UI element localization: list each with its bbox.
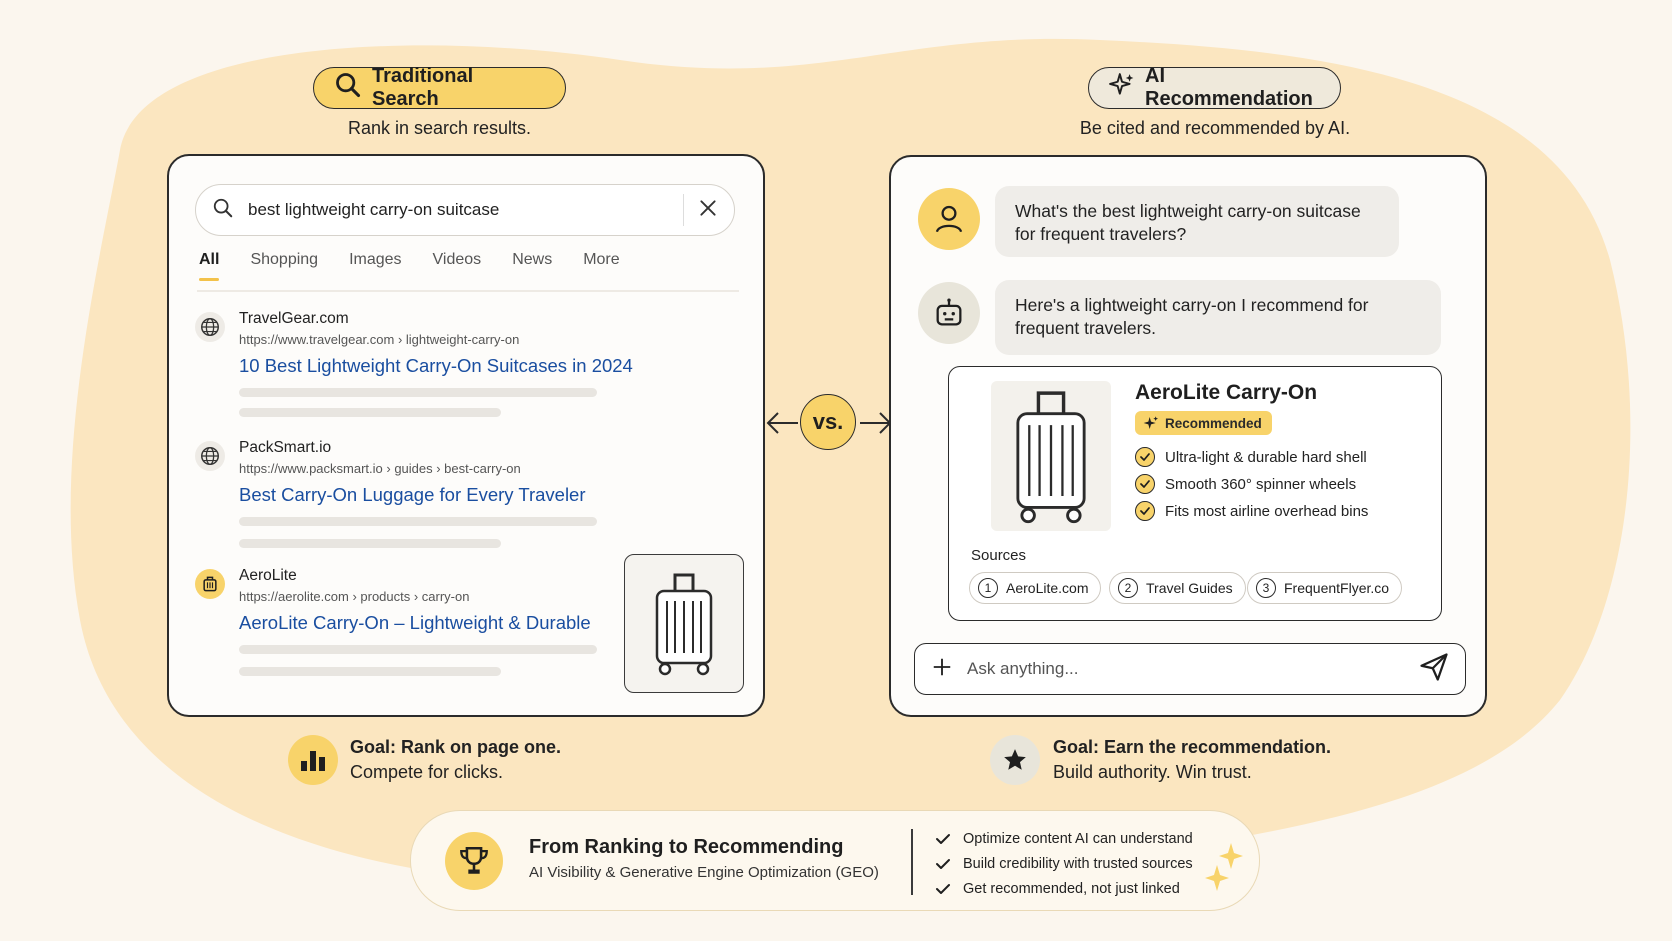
- check-icon: [935, 831, 951, 847]
- ask-input-bar[interactable]: [914, 643, 1466, 695]
- product-image: [991, 381, 1111, 531]
- summary-banner: [410, 810, 1260, 911]
- source-number: 1: [978, 578, 998, 598]
- banner-subtitle: AI Visibility & Generative Engine Optimization (GEO): [529, 864, 879, 881]
- user-message-bubble: What's the best lightweight carry-on suitcase for frequent travelers?: [995, 186, 1399, 257]
- product-title: AeroLite Carry-On: [1135, 381, 1318, 404]
- star-icon: [990, 735, 1040, 785]
- suitcase-thumbnail[interactable]: [624, 554, 744, 693]
- search-results-panel: [167, 154, 765, 717]
- result-site-name: TravelGear.com: [239, 310, 349, 327]
- ai-chat-panel: [889, 155, 1487, 717]
- left-goal: [350, 735, 561, 785]
- ai-recommendation-label: AI Recommendation: [1145, 65, 1313, 110]
- search-divider: [683, 194, 684, 226]
- user-avatar: [918, 188, 980, 250]
- result-title-link[interactable]: Best Carry-On Luggage for Every Traveler: [239, 484, 586, 505]
- feature-item: [1135, 501, 1368, 521]
- tabs-divider: [197, 290, 739, 292]
- trophy-icon: [445, 832, 503, 890]
- source-chip[interactable]: [1247, 572, 1402, 604]
- source-name: Travel Guides: [1146, 580, 1233, 596]
- left-goal-title: Goal: Rank on page one.: [350, 737, 562, 757]
- right-goal: [1053, 735, 1331, 785]
- right-goal-subtitle: Build authority. Win trust.: [1053, 762, 1252, 782]
- feature-item: [1135, 474, 1356, 494]
- sources-label: Sources: [971, 547, 1027, 564]
- bar-chart-icon: [288, 735, 338, 785]
- recommended-label: Recommended: [1165, 415, 1262, 431]
- checklist-item: [935, 876, 1193, 901]
- placeholder-line: [239, 517, 597, 526]
- tab-all[interactable]: All: [199, 251, 220, 268]
- suitcase-icon: [195, 569, 225, 599]
- result-title-link[interactable]: AeroLite Carry-On – Lightweight & Durable: [239, 612, 591, 633]
- tab-shopping[interactable]: Shopping: [250, 251, 319, 268]
- robot-icon: [932, 296, 966, 330]
- check-icon: [1135, 474, 1155, 494]
- checklist-label: Build credibility with trusted sources: [963, 855, 1193, 872]
- feature-label: Fits most airline overhead bins: [1165, 502, 1369, 520]
- source-number: 3: [1256, 578, 1276, 598]
- feature-item: [1135, 447, 1367, 467]
- send-icon[interactable]: [1419, 652, 1449, 687]
- source-number: 2: [1118, 578, 1138, 598]
- check-icon: [935, 881, 951, 897]
- checklist-label: Optimize content AI can understand: [963, 830, 1193, 847]
- source-name: AeroLite.com: [1006, 580, 1089, 596]
- recommended-badge: [1135, 411, 1272, 435]
- search-tabs: [199, 251, 620, 269]
- traditional-search-pill: [313, 67, 566, 109]
- tab-news[interactable]: News: [512, 251, 553, 268]
- sparkle-icon: [1109, 72, 1135, 104]
- traditional-subcaption: Rank in search results.: [347, 118, 532, 138]
- placeholder-line: [239, 667, 501, 676]
- placeholder-line: [239, 539, 501, 548]
- result-title-link[interactable]: 10 Best Lightweight Carry-On Suitcases in 2024: [239, 355, 633, 376]
- check-icon: [1135, 447, 1155, 467]
- checklist-label: Get recommended, not just linked: [963, 880, 1180, 897]
- bot-avatar: [918, 282, 980, 344]
- ask-input[interactable]: Ask anything...: [967, 659, 1079, 678]
- checklist-item: [935, 826, 1193, 851]
- vs-badge: [800, 394, 856, 450]
- feature-label: Ultra-light & durable hard shell: [1165, 448, 1367, 466]
- globe-icon: [195, 312, 225, 342]
- search-input[interactable]: best lightweight carry-on suitcase: [248, 200, 500, 219]
- search-bar[interactable]: [195, 184, 735, 236]
- source-name: FrequentFlyer.co: [1284, 580, 1390, 596]
- tab-videos[interactable]: Videos: [432, 251, 482, 268]
- sparkle-icon: [1143, 415, 1159, 431]
- feature-label: Smooth 360° spinner wheels: [1165, 475, 1357, 493]
- result-url[interactable]: https://www.travelgear.com › lightweight-carry-on: [239, 332, 520, 347]
- suitcase-icon: [1011, 386, 1091, 526]
- suitcase-icon: [649, 569, 719, 679]
- source-chip[interactable]: [969, 572, 1101, 604]
- vs-label: vs.: [812, 409, 844, 434]
- search-icon: [334, 71, 362, 105]
- banner-title: From Ranking to Recommending: [529, 836, 844, 858]
- right-goal-title: Goal: Earn the recommendation.: [1053, 737, 1332, 757]
- banner-divider: [911, 829, 913, 895]
- placeholder-line: [239, 645, 597, 654]
- check-icon: [935, 856, 951, 872]
- search-icon: [212, 197, 234, 224]
- placeholder-line: [239, 388, 597, 397]
- result-url[interactable]: https://aerolite.com › products › carry-on: [239, 589, 470, 604]
- plus-icon[interactable]: [931, 656, 953, 683]
- result-site-name: AeroLite: [239, 567, 297, 584]
- product-recommendation-card[interactable]: [948, 366, 1442, 621]
- ai-subcaption: Be cited and recommended by AI.: [1079, 118, 1351, 138]
- traditional-search-label: Traditional Search: [372, 65, 474, 110]
- clear-search-icon[interactable]: [698, 198, 718, 223]
- bot-message-bubble: Here's a lightweight carry-on I recommend for frequent travelers.: [995, 280, 1441, 355]
- sparkles-icon: [1205, 841, 1245, 893]
- checklist-item: [935, 851, 1193, 876]
- source-chip[interactable]: [1109, 572, 1246, 604]
- check-icon: [1135, 501, 1155, 521]
- placeholder-line: [239, 408, 501, 417]
- result-url[interactable]: https://www.packsmart.io › guides › best-carry-on: [239, 461, 521, 476]
- tab-more[interactable]: More: [583, 251, 620, 268]
- result-site-name: PackSmart.io: [239, 439, 332, 456]
- left-goal-subtitle: Compete for clicks.: [350, 762, 504, 782]
- globe-icon: [195, 441, 225, 471]
- ai-recommendation-pill: [1088, 67, 1341, 109]
- tab-images[interactable]: Images: [349, 251, 402, 268]
- user-icon: [932, 202, 966, 236]
- banner-checklist: [935, 826, 1193, 901]
